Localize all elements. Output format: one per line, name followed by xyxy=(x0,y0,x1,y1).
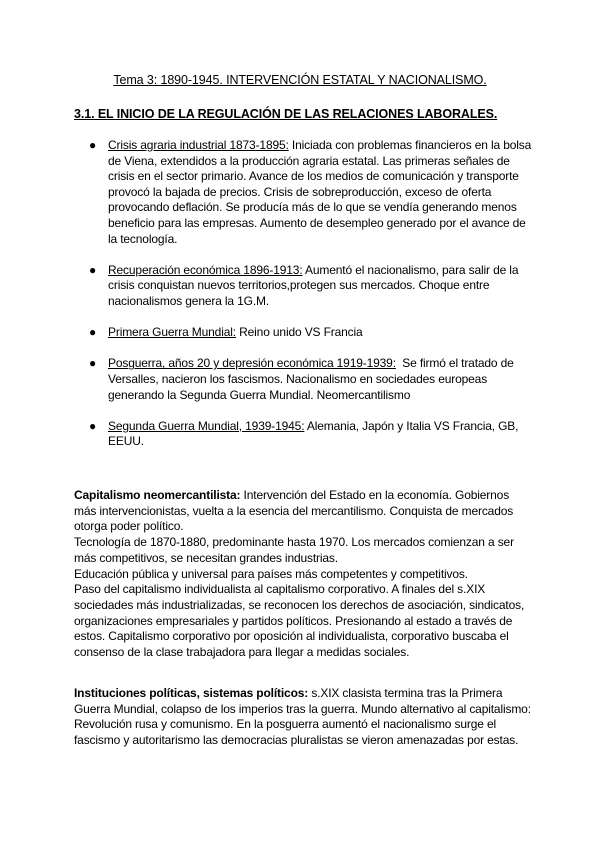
bullet-text: Alemania, Japón y Italia VS Francia, GB, EEUU. xyxy=(108,418,519,449)
bullet-list xyxy=(74,138,534,465)
paragraph-instituciones xyxy=(74,686,534,749)
paragraph-line: Paso del capitalismo individualista al capitalismo corporativo. A finales del s.XIX sociedades más industrializadas, se reconocen los derechos de asociación, sindicatos, organizaciones empresariales y partidos políticos. Presionando al estado a través de estos. Capitalismo corporativo por oposición al individualista, corporativo buscaba el consenso de la clase trabajadora para llegar a medidas sociales. xyxy=(74,582,525,660)
bullet-term: Recuperación económica 1896-1913: xyxy=(108,262,303,277)
bullet-item-crisis-agraria xyxy=(74,138,534,247)
bullet-item-recuperacion xyxy=(74,263,534,310)
paragraph-line xyxy=(74,488,534,535)
bullet-item-posguerra xyxy=(74,356,534,403)
bullet-text: Se firmó el tratado de Versalles, nacieron los fascismos. Nacionalismo en sociedades europeas generando la Segunda Guerra Mundial. Neomercantilismo xyxy=(108,356,517,402)
document-title: Tema 3: 1890-1945. INTERVENCIÓN ESTATAL Y NACIONALISMO. xyxy=(113,73,487,87)
bullet-item-primera-guerra xyxy=(74,325,534,341)
bullet-term: Posguerra, años 20 y depresión económica 1919-1939: xyxy=(108,356,396,371)
bullet-term: Crisis agraria industrial 1873-1895: xyxy=(108,138,289,152)
bullet-dot-icon: ● xyxy=(89,325,97,340)
bullet-text: Reino unido VS Francia xyxy=(235,325,363,340)
bullet-term: Primera Guerra Mundial: xyxy=(108,325,236,340)
bullet-text: Iniciada con problemas financieros en la bolsa de Viena, extendidos a la producción agraria estatal. Las primeras señales de crisis en el sector primario. Avance de los medios de comunicación y transporte provocó la bajada de precios. Crisis de sobreproducción, exceso de oferta provocando deflación. Se producía más de lo que se vendía generando menos beneficio para las empresas. Aumento de desempleo generado por el avance de la tecnología. xyxy=(108,138,532,246)
section-heading: 3.1. EL INICIO DE LA REGULACIÓN DE LAS RELACIONES LABORALES. xyxy=(74,107,498,121)
paragraph-text: s.XIX clasista termina tras la Primera Guerra Mundial, colapso de los imperios tras la guerra. Mundo alternativo al capitalismo: Revolución rusa y comunismo. En la posguerra aumentó el nacionalismo surge el fascismo y autoritarismo las democracias pluralistas se vieron amenazadas por estas. xyxy=(74,686,531,748)
bullet-dot-icon: ● xyxy=(89,418,97,433)
paragraph-lead: Instituciones políticas, sistemas políticos: xyxy=(74,686,309,700)
paragraph-text: Intervención del Estado en la economía. Gobiernos más intervencionistas, vuelta a la esencia del mercantilismo. Conquista de mercados otorga poder político. xyxy=(74,488,514,534)
paragraph-lead: Capitalismo neomercantilista: xyxy=(74,488,241,502)
paragraph-line: Educación pública y universal para países más competentes y competitivos. xyxy=(74,566,468,581)
paragraph-line: Tecnología de 1870-1880, predominante hasta 1970. Los mercados comienzan a ser más competitivos, se necesitan grandes industrias. xyxy=(74,535,514,565)
bullet-dot-icon: ● xyxy=(89,138,97,152)
bullet-term: Segunda Guerra Mundial, 1939-1945: xyxy=(108,418,305,433)
paragraph-capitalismo xyxy=(74,488,534,661)
bullet-dot-icon: ● xyxy=(89,356,97,371)
bullet-text: Aumentó el nacionalismo, para salir de la crisis conquistan nuevos territorios,protegen sus mercados. Choque entre nacionalismos genera la 1G.M. xyxy=(108,262,519,308)
bullet-dot-icon: ● xyxy=(89,262,97,277)
bullet-item-segunda-guerra xyxy=(74,419,534,450)
